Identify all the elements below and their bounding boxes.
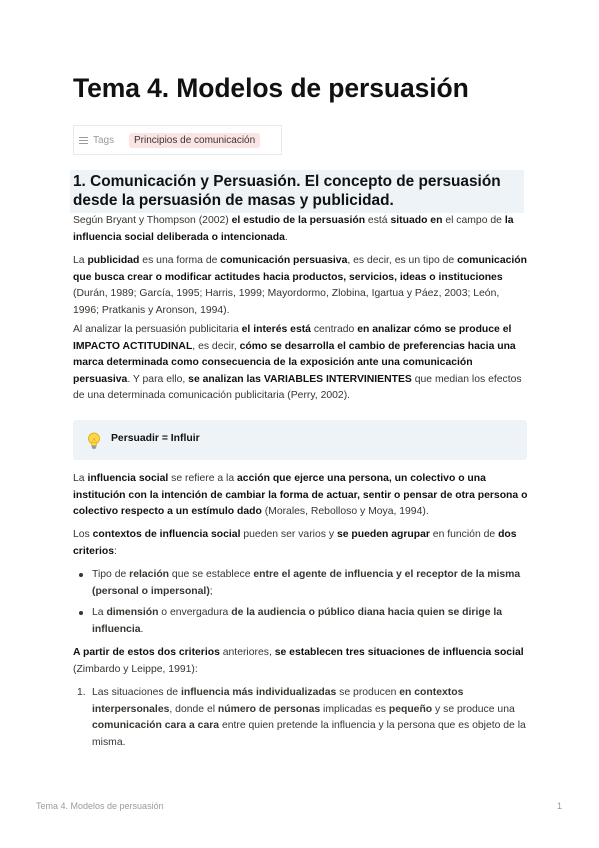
text-run: La xyxy=(92,607,107,618)
bold-run: A partir de estos dos criterios xyxy=(73,647,220,658)
bold-run: entre el agente de influencia y el receptor de la misma (personal o impersonal) xyxy=(92,569,521,597)
numbered-list xyxy=(73,685,528,751)
text-run: que median los efectos de una determinada comunicación publicitaria (Perry, 2002). xyxy=(73,373,522,401)
text-run: Al analizar la persuasión publicitaria xyxy=(73,324,242,335)
text-run: (Durán, 1989; García, 1995; Harris, 1999; Mayordormo, Zlobina, Igartua y Páez, 2003; León, 1996; Pratkanis y Aronson, 1994). xyxy=(73,288,500,316)
list-icon xyxy=(79,135,88,146)
bold-run: se pueden agrupar xyxy=(336,529,430,540)
bold-run: comunicación cara a cara xyxy=(92,720,220,731)
text-run: o envergadura xyxy=(158,607,232,618)
paragraph-5 xyxy=(73,527,528,560)
text-run: ; xyxy=(209,585,213,597)
text-run: se refiere a la xyxy=(168,473,238,484)
text-run: Los xyxy=(73,529,93,540)
bold-run: dos criterios xyxy=(73,529,517,557)
text-run: se producen xyxy=(336,687,400,698)
text-run: (Zimbardo y Leippe, 1991): xyxy=(73,663,198,675)
lightbulb-icon xyxy=(87,432,101,450)
list-item xyxy=(73,605,528,638)
tags-property xyxy=(74,135,129,146)
text-run: entre quien pretende la influencia y la persona que es objeto de la misma. xyxy=(92,720,526,748)
callout-block xyxy=(73,420,527,460)
bold-run: el estudio de la persuasión xyxy=(231,215,366,226)
callout-text: Persuadir = Influir xyxy=(111,432,200,444)
bold-run: contextos de influencia social xyxy=(92,529,241,540)
bold-run: de la audiencia o público diana hacia quien se dirige la influencia xyxy=(92,607,503,635)
bold-run: acción que ejerce una persona, un colectivo o una institución con la intención de cambiar la forma de actuar, sentir o pensar de otra persona o colectivo respecto a un estímulo dado xyxy=(73,473,528,517)
text-run: . Y para ello, xyxy=(127,373,189,385)
paragraph-1 xyxy=(73,213,528,246)
bold-run: publicidad xyxy=(87,255,140,266)
bold-run: dimensión xyxy=(106,607,159,618)
list-item xyxy=(73,567,528,600)
bold-run: comunicación persuasiva xyxy=(220,255,348,266)
bold-run: número de personas xyxy=(217,703,321,715)
bold-run: el interés está xyxy=(241,324,311,335)
bold-run: en analizar cómo se produce el IMPACTO ACTITUDINAL xyxy=(73,324,512,352)
text-run: está xyxy=(365,215,391,226)
page-number: 1 xyxy=(557,801,563,811)
text-run: el campo de xyxy=(442,215,505,226)
bold-run: influencia más individualizadas xyxy=(180,687,337,698)
text-run: implicadas es xyxy=(320,703,389,715)
text-run: que se establece xyxy=(169,569,254,580)
section-heading: 1. Comunicación y Persuasión. El concepto de persuasión desde la persuasión de masas y publicidad. xyxy=(70,170,524,213)
text-run: La xyxy=(73,255,88,266)
text-run: : xyxy=(114,545,117,557)
text-run: (Morales, Rebolloso y Moya, 1994). xyxy=(261,506,429,517)
paragraph-4 xyxy=(73,471,528,521)
tags-label: Tags xyxy=(93,134,115,146)
text-run: . xyxy=(284,231,288,243)
footer-title: Tema 4. Modelos de persuasión xyxy=(36,801,164,811)
bold-run: cómo se desarrolla el cambio de preferencias hacia una marca determinada como consecuencia de la exposición ante una comunicación persuasiva xyxy=(73,340,516,385)
text-run: en función de xyxy=(429,529,499,540)
text-run: Las situaciones de xyxy=(92,687,181,698)
properties-table xyxy=(73,125,282,155)
bullet-dot xyxy=(79,611,83,615)
bullet-dot xyxy=(79,573,83,577)
text-run: , donde el xyxy=(169,703,218,715)
paragraph-6 xyxy=(73,645,528,678)
text-run: anteriores, xyxy=(219,647,275,658)
tag-pill[interactable]: Principios de comunicación xyxy=(129,133,260,148)
bold-run: la influencia social deliberada o intencionada xyxy=(73,215,514,243)
bold-run: comunicación que busca crear o modificar actitudes hacia productos, servicios, ideas o instituciones xyxy=(73,255,527,283)
bold-run: en contextos interpersonales xyxy=(92,687,464,715)
paragraph-3 xyxy=(73,322,528,405)
paragraph-2 xyxy=(73,253,528,319)
text-run: , es decir, es un tipo de xyxy=(347,255,458,266)
text-run: y se produce una xyxy=(432,703,515,715)
list-number: 1. xyxy=(77,687,86,698)
text-run: La xyxy=(73,473,88,484)
bold-run: se establecen tres situaciones de influencia social xyxy=(274,647,524,658)
bullet-list xyxy=(73,567,528,638)
list-item xyxy=(73,685,528,751)
bold-run: pequeño xyxy=(388,703,433,715)
bold-run: influencia social xyxy=(87,473,169,484)
text-run: . xyxy=(140,623,144,635)
text-run: Tipo de xyxy=(92,569,130,580)
text-run: Según Bryant y Thompson (2002) xyxy=(73,215,232,226)
bold-run: relación xyxy=(129,569,170,580)
text-run: centrado xyxy=(310,324,358,335)
page-title: Tema 4. Modelos de persuasión xyxy=(73,73,469,103)
bold-run: se analizan las VARIABLES INTERVINIENTES xyxy=(188,373,412,385)
text-run: pueden ser varios y xyxy=(240,529,337,540)
bold-run: situado en xyxy=(390,215,443,226)
text-run: es una forma de xyxy=(139,255,221,266)
text-run: , es decir, xyxy=(192,340,240,352)
